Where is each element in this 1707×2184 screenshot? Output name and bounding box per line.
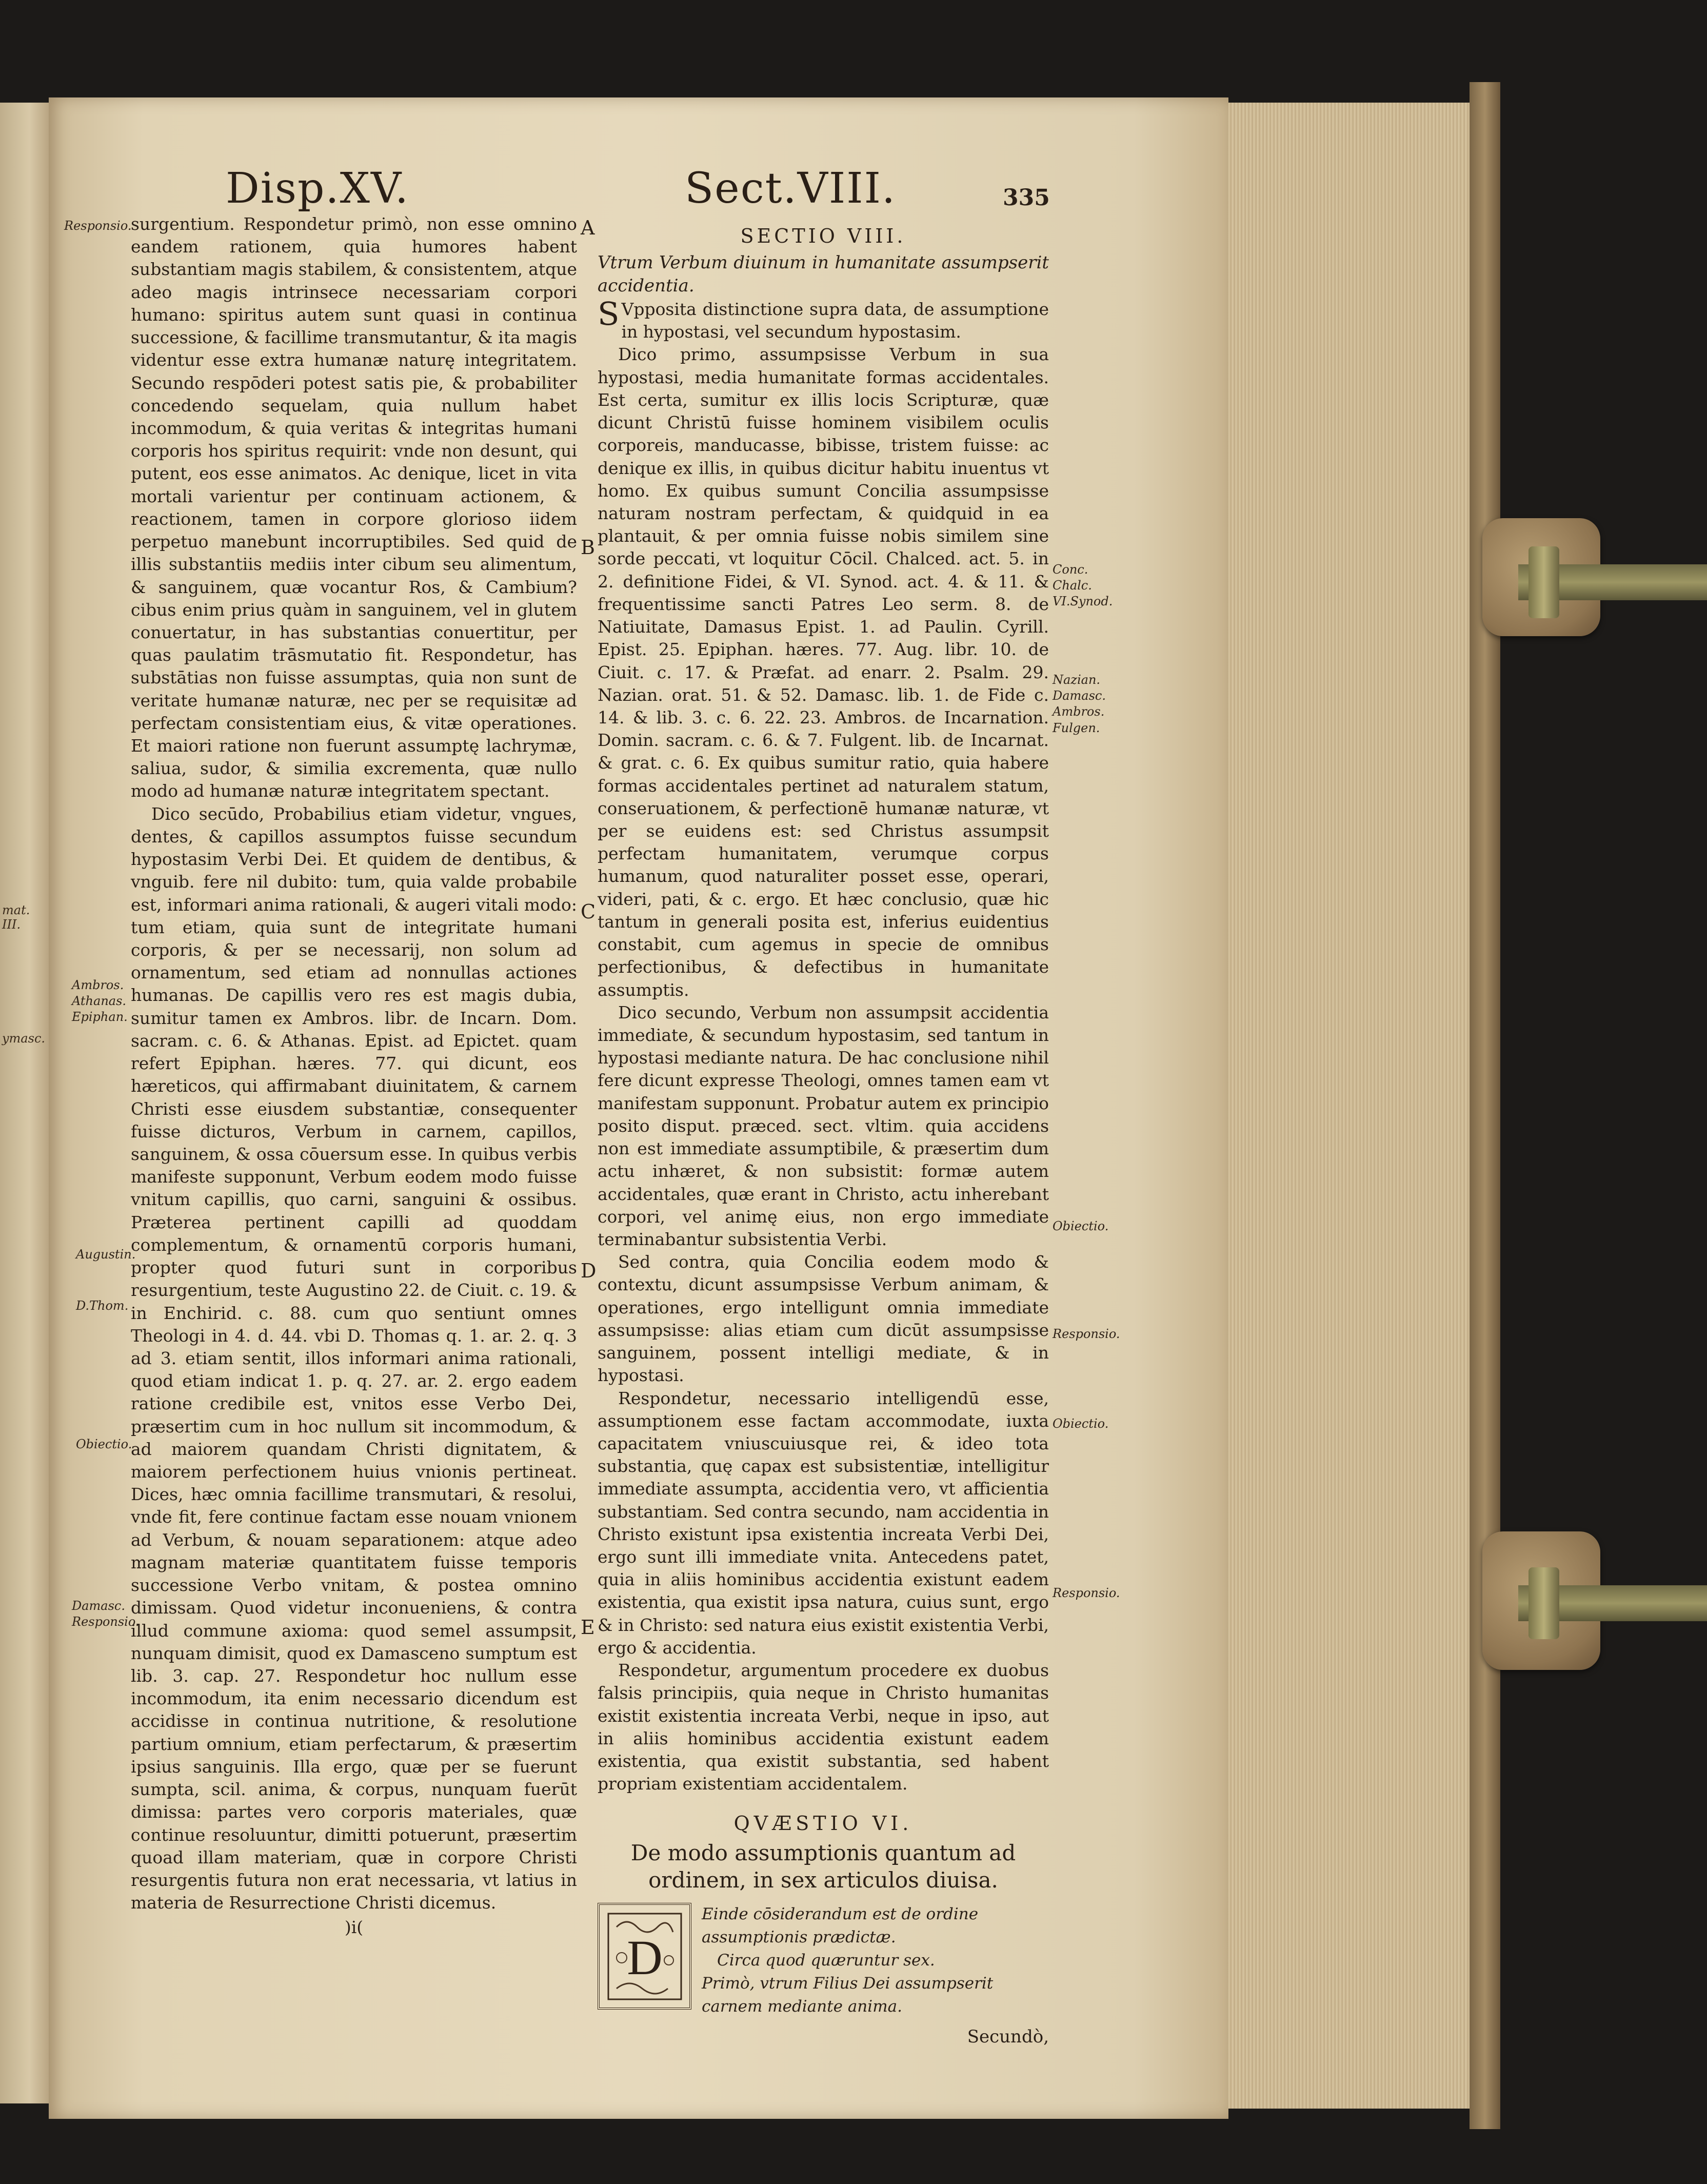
prev-page-gloss: ymasc.	[2, 1031, 46, 1046]
intro-lines	[702, 1903, 1049, 2018]
quaestio-subtitle: De modo assumptionis quantum ad ordinem, in sex articulos diuisa.	[630, 1840, 1016, 1893]
intro-line: Einde cōsiderandum est de ordine assumptionis prædictæ.	[702, 1905, 979, 1947]
quaestio-intro	[598, 1903, 1049, 2018]
right-gloss-nazian: Nazian. Damasc. Ambros. Fulgen.	[1053, 673, 1106, 735]
intro-line: Primò, vtrum Filius Dei assumpserit carnem mediante anima.	[702, 1974, 994, 2016]
margin-letter-d: D	[581, 1260, 597, 1282]
initial-letter: D	[626, 1930, 663, 1985]
margin-letter-c: C	[581, 900, 596, 923]
right-gloss-obiectio: Obiectio.	[1053, 1416, 1109, 1431]
signature-mark: )i(	[344, 1917, 364, 1938]
right-gloss-obiectio: Obiectio.	[1053, 1219, 1109, 1233]
right-gloss-responsio: Responsio.	[1053, 1586, 1120, 1600]
left-gloss-augustin: Augustin.	[76, 1247, 136, 1262]
right-paragraph: Sed contra, quia Concilia eodem modo & contextu, dicunt assumpsisse Verbum animam, & operationes, ergo intelligunt omnia immediate assumpsisse: alias etiam cum dicūt assumpsisse sanguinem, possent intelligi mediate, & in hypostasi.	[598, 1252, 1049, 1386]
section-question: Vtrum Verbum diuinum in humanitate assumpserit accidentia.	[598, 252, 1049, 297]
margin-letter-b: B	[581, 536, 595, 559]
margin-letter-e: E	[581, 1616, 595, 1639]
left-column	[131, 213, 577, 1939]
running-head-right: Sect.VIII.	[685, 164, 897, 213]
right-gloss-conc: Conc. Chalc. VI.Synod.	[1053, 562, 1113, 609]
right-paragraph-first: S Vpposita distinctione supra data, de assumptione in hypostasi, vel secundum hypostasim.	[598, 295, 1049, 342]
left-gloss-obiectio: Obiectio.	[76, 1437, 132, 1451]
right-paragraph: Dico secundo, Verbum non assumpsit accidentia immediate, & secundum hypostasim, sed tantum in hypostasi mediante natura. De hac conclusione nihil fere dicunt expresse Theologi, omnes tamen eam vt manifestam supponunt. Probatur autem ex principio posito disput. præced. sect. vltim. quia accidens non est immediate assumptibile, & præsertim dum actu inhæret, & non subsistit: formæ autem accidentales, quæ erant in Christo, actu inherebant corpori, vel animę eius, non ergo immediate terminabantur subsistentia Verbi.	[598, 1002, 1049, 1249]
clasp-knob-lower	[1529, 1567, 1559, 1639]
left-gloss-damasc: Damasc. Responsio.	[72, 1599, 140, 1629]
left-gloss-responsio: Responsio.	[64, 219, 132, 233]
prev-page-gloss: mat. III.	[2, 903, 30, 932]
right-paragraph: Respondetur, necessario intelligendū esse, assumptionem esse factam accommodate, iuxta capacitatem vniuscuiusque rei, & ideo tota substantia, quę capax est subsistentiæ, intelligitur immediate assumpta, accidentia vero, vt afficientia substantiam. Sed contra secundo, nam accidentia in Christo existunt ipsa existentia increata Verbi Dei, ergo sunt illi immediate vnita. Antecedens patet, quia in aliis hominibus accidentia existunt eadem existentia, qua existit ipsa natura, cuius sunt, ergo & in Christo: sed natura eius existit existentia Verbi, ergo & accidentia.	[598, 1388, 1049, 1658]
drop-capital-s: S	[598, 295, 620, 332]
quaestio-title: QVÆSTIO VI.	[733, 1812, 913, 1835]
right-gloss-responsio: Responsio.	[1053, 1327, 1120, 1341]
right-column	[598, 223, 1049, 2049]
decorated-initial	[598, 1903, 691, 2010]
previous-page-edge	[0, 103, 50, 2103]
left-gloss-dthom: D.Thom.	[76, 1298, 129, 1313]
running-head-left: Disp.XV.	[226, 164, 409, 213]
clasp-knob-upper	[1529, 546, 1559, 618]
page-edges	[1228, 103, 1475, 2109]
cover-board	[1470, 82, 1500, 2129]
left-gloss-ambros: Ambros. Athanas. Epiphan.	[72, 978, 128, 1025]
decorated-initial-ornament	[606, 1912, 683, 2001]
intro-line: Circa quod quæruntur sex.	[717, 1951, 935, 1970]
right-paragraph: Dico primo, assumpsisse Verbum in sua hypostasi, media humanitate formas accidentales. Est certa, sumitur ex illis locis Scripturæ, quæ dicunt Christū fuisse hominem visibilem oculis corporeis, manducasse, bibisse, tristem fuisse: ac denique ex illis, in quibus dicitur habitu inuentus vt homo. Ex quibus sumunt Concilia assumpsisse naturam nostram perfectam, & quidquid in ea plantauit, & per omnia fuisse nobis similem sine sorde peccati, vt loquitur Cōcil. Chalced. act. 5. in 2. definitione Fidei, & VI. Synod. act. 4. & 11. & frequentissime sancti Patres Leo serm. 8. de Natiuitate, Damasus Epist. 1. ad Paulin. Cyrill. Epist. 25. Epiphan. hæres. 77. Aug. libr. 10. de Ciuit. c. 17. & Præfat. ad enarr. 2. Psalm. 29. Nazian. orat. 51. & 52. Damasc. lib. 1. de Fide c. 14. & lib. 3. c. 6. 22. 23. Ambros. de Incarnation. Domin. sacram. c. 6. & 7. Fulgent. lib. de Incarnat. & grat. c. 6. Ex quibus sumitur ratio, quia habere formas accidentales pertinet ad naturalem statum, conseruationem, & perfectionē humanæ naturæ, vt per se euidens est: sed Christus assumpsit perfectam humanitatem, verumque corpus humanum, quod naturaliter posset esse, operari, videri, pati, & c. ergo. Et hæc conclusio, quæ hic tantum in generali posita est, inferius euidentius constabit, cum agemus in specie de omnibus perfectionibus, & defectibus in humanitate assumptis.	[598, 344, 1049, 1000]
catchword: Secundò,	[967, 2026, 1049, 2048]
left-paragraph: surgentium. Respondetur primò, non esse omnino eandem rationem, quia humores habent substantiam magis stabilem, & consistentem, atque adeo magis intrinsece necessariam corpori humano: spiritus autem sunt quasi in continua successione, & facillime transmutantur, & ita magis videntur esse extra humanæ naturę integritatem. Secundo respōderi potest satis pie, & probabiliter concedendo sequelam, quia nullum habet incommodum, & quia veritas & integritas humani corporis hos spiritus requirit: vnde non desunt, qui putent, eos esse animatos. Ac denique, licet in vita mortali varientur per continuam actionem, & reactionem, tamen in corpore glorioso iidem perpetuo manebunt incorruptibiles. Sed quid de illis substantiis mediis inter cibum seu alimentum, & sanguinem, quæ vocantur Ros, & Cambium? cibus enim prius quàm in sanguinem, vel in glutem conuertatur, in has substantias conuertitur, per quas paulatim trāsmutatio fit. Respondetur, has substātias non fuisse assumptas, quia non sunt de veritate humanæ naturæ, nec per se requisitæ ad perfectam consistentiam eius, & vitæ operationes. Et maiori ratione non fuerunt assumptę lachrymæ, saliua, sudor, & similia excrementa, quæ nullo modo ad humanæ naturæ integritatem spectant.	[131, 214, 577, 801]
page-number: 335	[1003, 185, 1050, 211]
left-paragraph: Dico secūdo, Probabilius etiam videtur, vngues, dentes, & capillos assumptos fuisse secundum hypostasim Verbi Dei. Et quidem de dentibus, & vnguib. fere nil dubito: tum, quia valde probabile est, informari anima rationali, & augeri vitali modo: tum etiam, quia sunt de integritate humani corporis, & per se necessarij, non solum ad ornamentum, sed etiam ad nonnullas actiones humanas. De capillis vero res est magis dubia, sumitur tamen ex Ambros. libr. de Incarn. Dom. sacram. c. 6. & Athanas. Epist. ad Epictet. quam refert Epiphan. hæres. 77. qui dicunt, eos hæreticos, qui affirmabant diuinitatem, & carnem Christi esse eiusdem substantiæ, consequenter fuisse dicturos, Verbum in carnem, capillos, sanguinem, & ossa cōuersum esse. In quibus verbis manifeste supponunt, Verbum eodem modo fuisse vnitum capillis, quo carni, sanguini & ossibus. Præterea pertinent capilli ad quoddam complementum, & ornamentū corporis humani, propter quod futuri sunt in corporibus resurgentium, teste Augustino 22. de Ciuit. c. 19. & in Enchirid. c. 88. cum quo sentiunt omnes Theologi in 4. d. 44. vbi D. Thomas q. 1. ar. 2. q. 3 ad 3. etiam sentit, illos informari anima rationali, quod etiam indicat 1. p. q. 27. ar. 2. ergo eadem ratione credibile est, vnitos esse Verbo Dei, præsertim cum in hoc nullum sit incommodum, & ad maiorem quandam Christi dignitatem, & maiorem perfectionem huius vnionis pertineat. Dices, hæc omnia facillime transmutari, & resolui, vnde fit, fere continue factam esse nouam vnionem ad Verbum, & nouam separationem: atque adeo magnam materiæ quantitatem fuisse temporis successione Verbo vnitam, & postea omnino dimissam. Quod videtur inconueniens, & contra illud commune axioma: quod semel assumpsit, nunquam dimisit, quod ex Damasceno sumptum est lib. 3. cap. 27. Respondetur hoc nullum esse incommodum, ita enim necessario dicendum est accidisse in continua nutritione, & resolutione partium omnium, etiam perfectarum, & præsertim ipsius sanguinis. Illa ergo, quæ per se fuerunt sumpta, scil. anima, & corpus, nunquam fuerūt dimissa: partes vero corporis materiales, quæ continue resoluuntur, dimitti potuerunt, præsertim quoad illam materiam, quæ in corpore Christi resurgentis futura non erat necessaria, vt latius in materia de Resurrectione Christi dicemus.	[131, 803, 577, 1913]
margin-letter-a: A	[581, 217, 595, 239]
right-paragraph: Respondetur, argumentum procedere ex duobus falsis principiis, quia neque in Christo humanitas existit existentia increata Verbi, neque in ipso, aut in aliis hominibus accidentia existunt eadem existentia, qua existit substantia, sed habent propriam existentiam accidentalem.	[598, 1660, 1049, 1794]
section-title: SECTIO VIII.	[740, 225, 906, 247]
